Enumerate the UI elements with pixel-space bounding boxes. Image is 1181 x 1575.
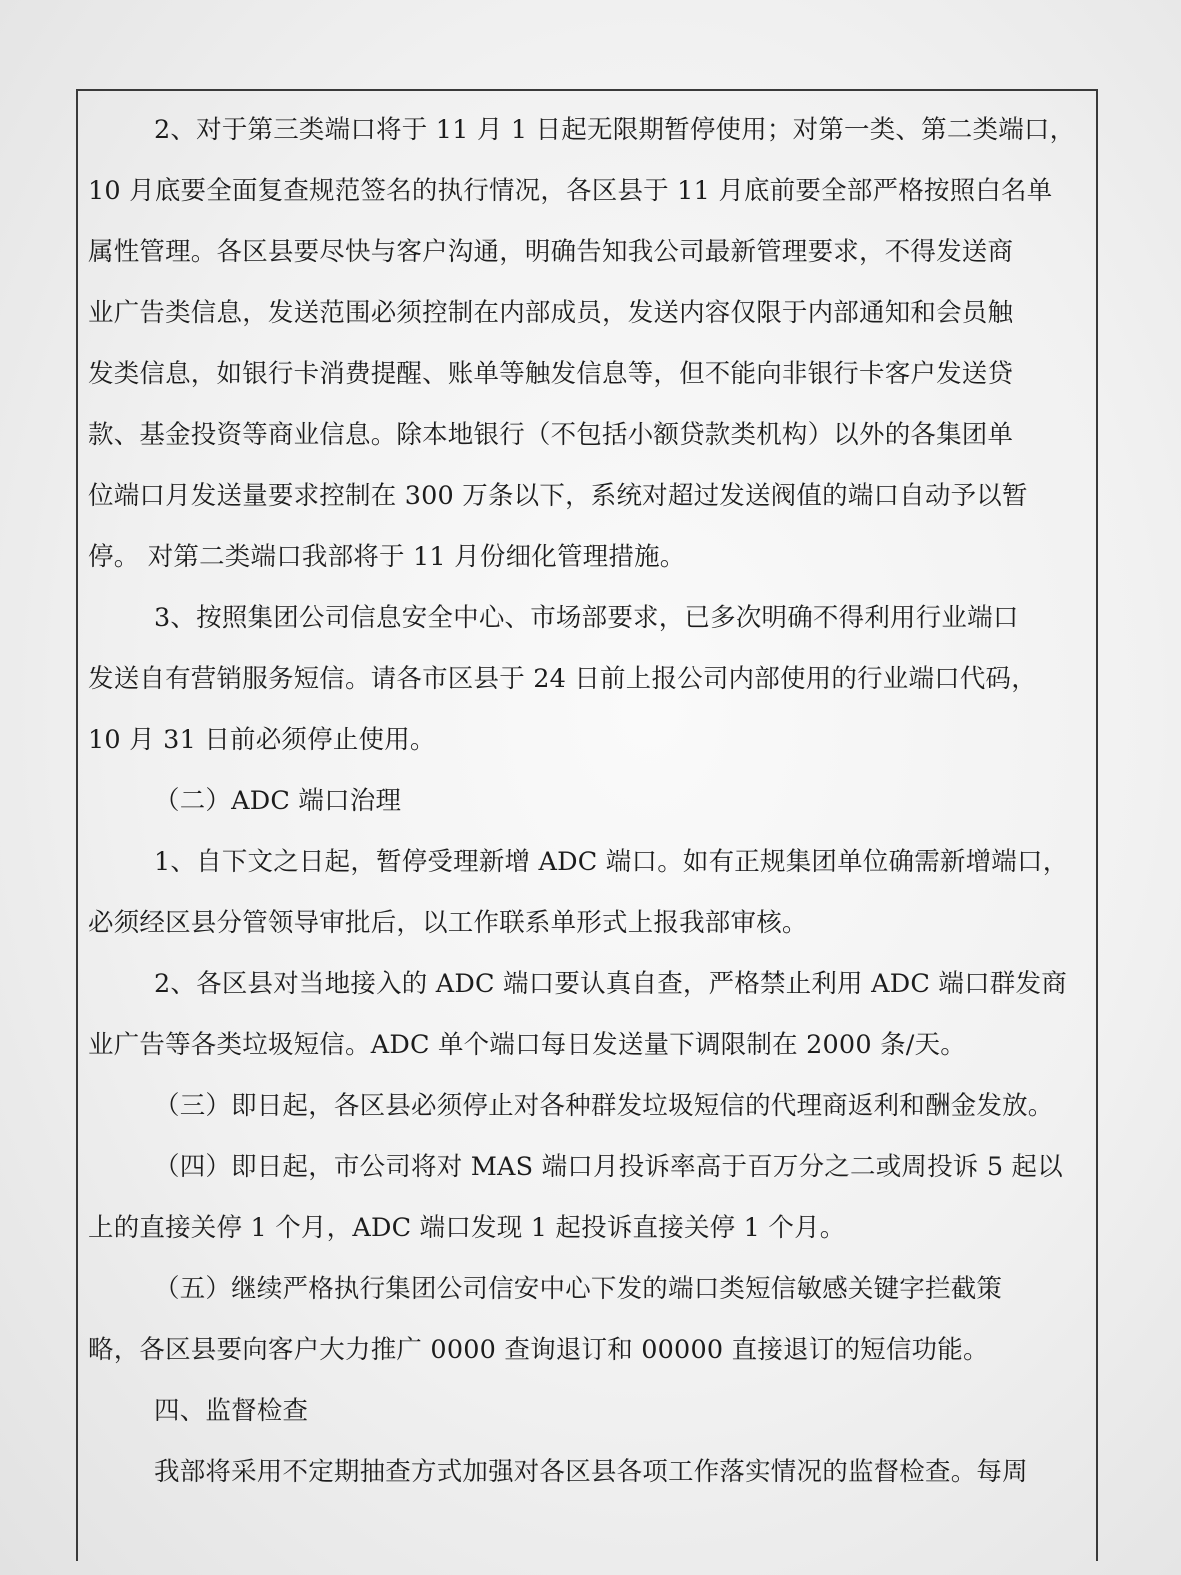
text-line: 10 月 31 日前必须停止使用。 <box>88 725 436 755</box>
text-line: 停。 对第二类端口我部将于 11 月份细化管理措施。 <box>88 542 686 572</box>
paragraph-section-five <box>88 1259 1094 1381</box>
text-line: 发送自有营销服务短信。请各市区县于 24 日前上报公司内部使用的行业端口代码， <box>88 664 1037 694</box>
text-line: 款、基金投资等商业信息。除本地银行（不包括小额贷款类机构）以外的各集团单 <box>88 420 1014 450</box>
text-line: 3、按照集团公司信息安全中心、市场部要求，已多次明确不得利用行业端口 <box>154 603 1019 633</box>
text-line: 属性管理。各区县要尽快与客户沟通，明确告知我公司最新管理要求，不得发送商 <box>88 237 1014 267</box>
text-line: （五）继续严格执行集团公司信安中心下发的端口类短信敏感关键字拦截策 <box>154 1274 1003 1304</box>
text-line: 四、监督检查 <box>154 1396 309 1426</box>
text-line: （四）即日起，市公司将对 MAS 端口月投诉率高于百万分之二或周投诉 5 起以 <box>154 1152 1063 1182</box>
text-line: 10 月底要全面复查规范签名的执行情况，各区县于 11 月底前要全部严格按照白名单 <box>88 176 1053 206</box>
paragraph-heading-supervision <box>88 1381 1094 1442</box>
text-line: 1、自下文之日起，暂停受理新增 ADC 端口。如有正规集团单位确需新增端口， <box>154 847 1069 877</box>
text-line: 业广告等各类垃圾短信。ADC 单个端口每日发送量下调限制在 2000 条/天。 <box>88 1030 966 1060</box>
paragraph-section-adc <box>88 771 1094 832</box>
text-line: （二）ADC 端口治理 <box>154 786 402 816</box>
paragraph-item-2-port-class-three <box>88 100 1094 588</box>
paragraph-section-four <box>88 1137 1094 1259</box>
paragraph-supervision-body <box>88 1442 1094 1503</box>
text-line: 略，各区县要向客户大力推广 0000 查询退订和 00000 直接退订的短信功能。 <box>88 1335 989 1365</box>
paragraph-adc-item-2 <box>88 954 1094 1076</box>
text-line: 位端口月发送量要求控制在 300 万条以下，系统对超过发送阀值的端口自动予以暂 <box>88 481 1028 511</box>
text-line: 业广告类信息，发送范围必须控制在内部成员，发送内容仅限于内部通知和会员触 <box>88 298 1014 328</box>
text-line: （三）即日起，各区县必须停止对各种群发垃圾短信的代理商返利和酬金发放。 <box>154 1091 1054 1121</box>
text-line: 2、对于第三类端口将于 11 月 1 日起无限期暂停使用；对第一类、第二类端口， <box>154 115 1076 145</box>
paragraph-item-3-industry-port <box>88 588 1094 771</box>
document-body <box>88 100 1094 1503</box>
text-line: 我部将采用不定期抽查方式加强对各区县各项工作落实情况的监督检查。每周 <box>154 1457 1028 1487</box>
text-line: 2、各区县对当地接入的 ADC 端口要认真自查，严格禁止利用 ADC 端口群发商 <box>154 969 1067 999</box>
paragraph-section-three <box>88 1076 1094 1137</box>
text-line: 上的直接关停 1 个月，ADC 端口发现 1 起投诉直接关停 1 个月。 <box>88 1213 846 1243</box>
paragraph-adc-item-1 <box>88 832 1094 954</box>
text-line: 必须经区县分管领导审批后，以工作联系单形式上报我部审核。 <box>88 908 808 938</box>
text-line: 发类信息，如银行卡消费提醒、账单等触发信息等，但不能向非银行卡客户发送贷 <box>88 359 1014 389</box>
